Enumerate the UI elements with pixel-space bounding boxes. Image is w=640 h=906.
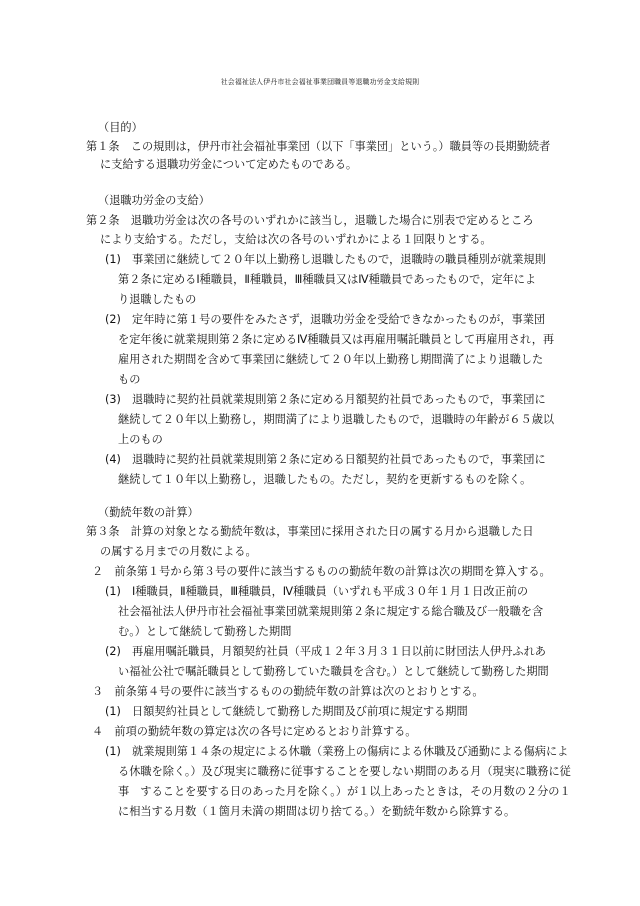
article-3-para-4-item-1-line-1: (1) 就業規則第１４条の規定による休職（業務上の傷病による休職及び通勤による傷病によ <box>105 745 569 758</box>
article-2-line-1: 第２条 退職功労金は次の各号のいずれかに該当し，退職した場合に別表で定めるところ <box>86 214 534 227</box>
article-2-item-3-line-3: 上のもの <box>118 433 163 446</box>
article-3-para-4-item-1-line-4: に相当する月数（１箇月未満の期間は切り捨てる。）を勤続年数から除算する。 <box>118 805 516 818</box>
article-2-item-1-line-2: 第２条に定めるⅠ種職員，Ⅱ種職員，Ⅲ種職員又はⅣ種職員であったもので，定年によ <box>118 273 537 286</box>
section-heading-service-years: （勤続年数の計算） <box>98 506 199 519</box>
article-2-item-2-line-3: 雇用された期間を含めて事業団に継続して２０年以上勤務し期間満了により退職した <box>118 353 544 366</box>
article-3-para-4-item-1-line-2: る休職を除く。）及び現実に職務に従事することを要しない期間のある月（現実に職務に従 <box>118 765 571 778</box>
article-3-para-2: ２ 前条第１号から第３号の要件に該当するものの勤続年数の計算は次の期間を算入する。 <box>92 565 551 578</box>
article-2-item-1-line-3: り退職したもの <box>118 293 197 306</box>
article-3-para-2-item-1-line-3: む。）として継続して勤務した期間 <box>118 625 292 638</box>
article-1-line-2: に支給する退職功労金について定めたものである。 <box>100 158 358 171</box>
article-3-para-3-item-1: (1) 日額契約社員として継続して勤務した期間及び前項に規定する期間 <box>105 705 468 718</box>
article-3-para-4-item-1-line-3: 事 することを要する日のあった月を除く。）が１以上あったときは，その月数の２分の１ <box>118 785 571 798</box>
article-3-para-4: ４ 前項の勤続年数の算定は次の各号に定めるとおり計算する。 <box>92 725 417 738</box>
article-2-item-3-line-2: 継続して２０年以上勤務し，期間満了により退職したもので，退職時の年齢が６５歳以 <box>118 413 555 426</box>
section-heading-purpose: （目的） <box>98 121 143 134</box>
article-2-item-1-line-1: (1) 事業団に継続して２０年以上勤務し退職したもので，退職時の職員種別が就業規則 <box>105 253 546 266</box>
article-3-line-1: 第３条 計算の対象となる勤続年数は，事業団に採用された日の属する月から退職した日 <box>86 525 534 538</box>
article-3-para-2-item-1-line-1: (1) Ⅰ種職員，Ⅱ種職員，Ⅲ種職員，Ⅳ種職員（いずれも平成３０年１月１日改正前の <box>105 585 529 598</box>
article-2-item-4-line-2: 継続して１０年以上勤務し，退職したもの。ただし，契約を更新するものを除く。 <box>118 473 532 486</box>
section-heading-payment: （退職功労金の支給） <box>98 194 210 207</box>
article-2-item-2-line-4: もの <box>118 373 141 386</box>
article-1-line-1: 第１条 この規則は，伊丹市社会福祉事業団（以下「事業団」という。）職員等の長期勤続者 <box>86 140 551 153</box>
article-2-item-3-line-1: (3) 退職時に契約社員就業規則第２条に定める月額契約社員であったもので，事業団に <box>105 393 546 406</box>
article-3-para-2-item-2-line-2: い福祉公社で嘱託職員として勤務していた職員を含む。）として継続して勤務した期間 <box>118 665 549 678</box>
article-3-para-3: ３ 前条第４号の要件に該当するものの勤続年数の計算は次のとおりとする。 <box>92 685 484 698</box>
article-2-item-4-line-1: (4) 退職時に契約社員就業規則第２条に定める日額契約社員であったもので，事業団に <box>105 453 546 466</box>
article-2-item-2-line-2: を定年後に就業規則第２条に定めるⅣ種職員又は再雇用嘱託職員として再雇用され，再 <box>118 333 555 346</box>
article-2-line-2: により支給する。ただし，支給は次の各号のいずれかによる１回限りとする。 <box>100 233 492 246</box>
article-3-line-2: の属する月までの月数による。 <box>100 545 257 558</box>
article-3-para-2-item-2-line-1: (2) 再雇用嘱託職員，月額契約社員（平成１２年３月３１日以前に財団法人伊丹ふれあ <box>105 645 546 658</box>
article-3-para-2-item-1-line-2: 社会福祉法人伊丹市社会福祉事業団就業規則第２条に規定する総合職及び一般職を含 <box>118 605 544 618</box>
document-title: 社会福祉法人伊丹市社会福祉事業団職員等退職功労金支給規則 <box>220 78 420 86</box>
article-2-item-2-line-1: (2) 定年時に第１号の要件をみたさず，退職功労金を受給できなかったものが，事業団 <box>105 313 546 326</box>
